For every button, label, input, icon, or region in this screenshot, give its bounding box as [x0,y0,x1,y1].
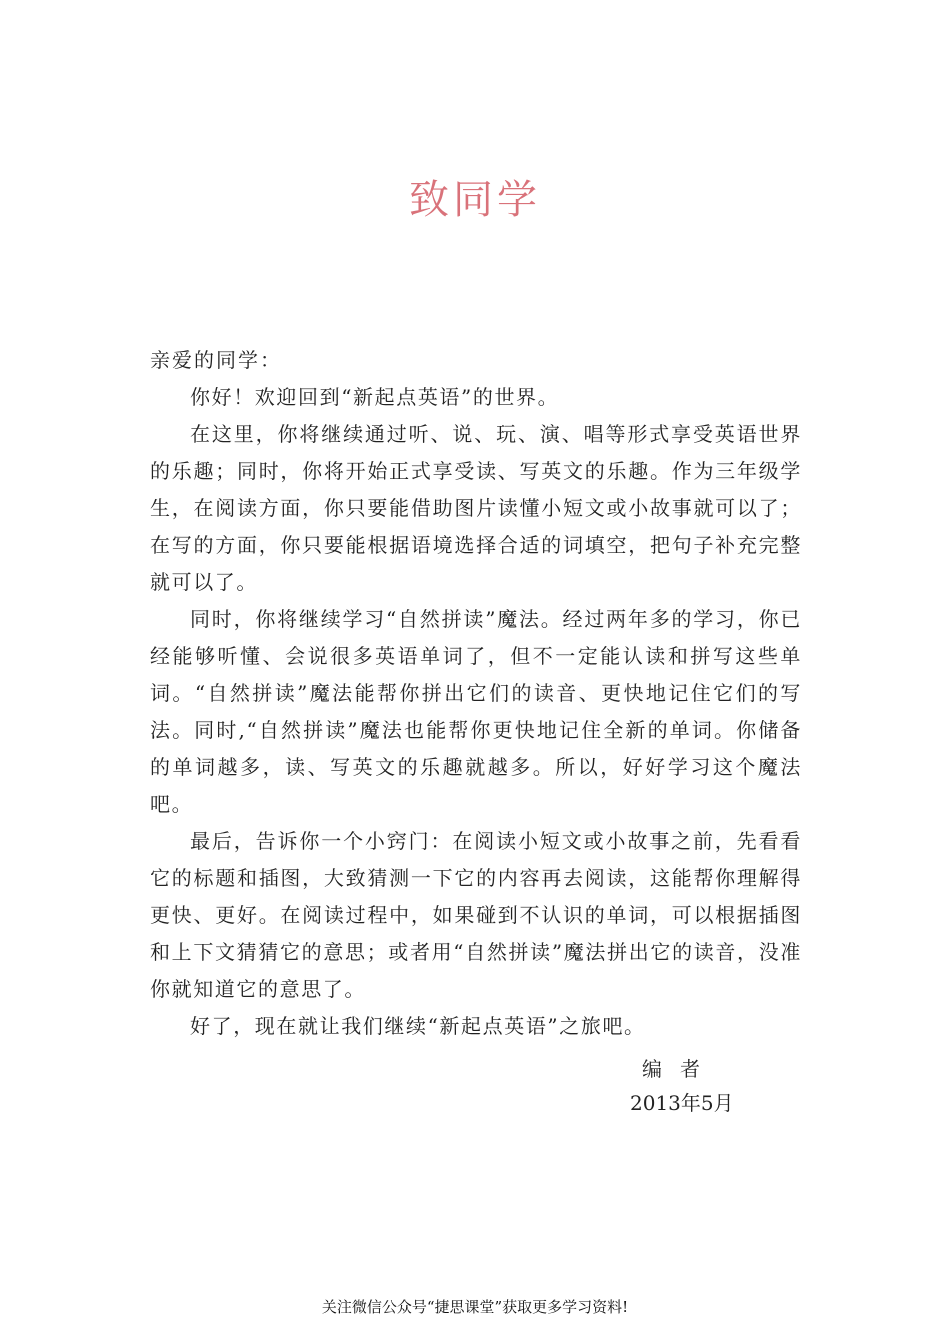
signature [630,1052,750,1120]
page-title: 致同学 [409,177,541,223]
paragraph: 你好！欢迎回到“新起点英语”的世界。 [190,385,560,409]
paragraph: 最后，告诉你一个小窍门：在阅读小短文或小故事之前，先看看它的标题和插图，大致猜测一下它的内容再去阅读，这能帮你理解得更快、更好。在阅读过程中，如果碰到不认识的单词，可以根据插图和上下文猜猜它的意思；或者用“自然拼读”魔法拼出它的读音，没准你就知道它的意思了。 [150,829,802,1001]
footer-note: 关注微信公众号“捷思课堂”获取更多学习资料! [321,1298,629,1316]
signature-author: 编者 [642,1057,718,1081]
signature-date: 2013年5月 [630,1091,734,1115]
greeting: 亲爱的同学： [150,348,282,372]
paragraph: 同时，你将继续学习“自然拼读”魔法。经过两年多的学习，你已经能够听懂、会说很多英语单词了，但不一定能认读和拼写这些单词。“自然拼读”魔法能帮你拼出它们的读音、更快地记住它们的写法。同时,“自然拼读”魔法也能帮你更快地记住全新的单词。你储备的单词越多，读、写英文的乐趣就越多。所以，好好学习这个魔法吧。 [150,607,802,816]
letter-body [150,342,802,1045]
paragraph: 在这里，你将继续通过听、说、玩、演、唱等形式享受英语世界的乐趣；同时，你将开始正式享受读、写英文的乐趣。作为三年级学生，在阅读方面，你只要能借助图片读懂小短文或小故事就可以了；在写的方面，你只要能根据语境选择合适的词填空，把句子补充完整就可以了。 [150,422,802,594]
paragraph: 好了，现在就让我们继续“新起点英语”之旅吧。 [190,1014,646,1038]
